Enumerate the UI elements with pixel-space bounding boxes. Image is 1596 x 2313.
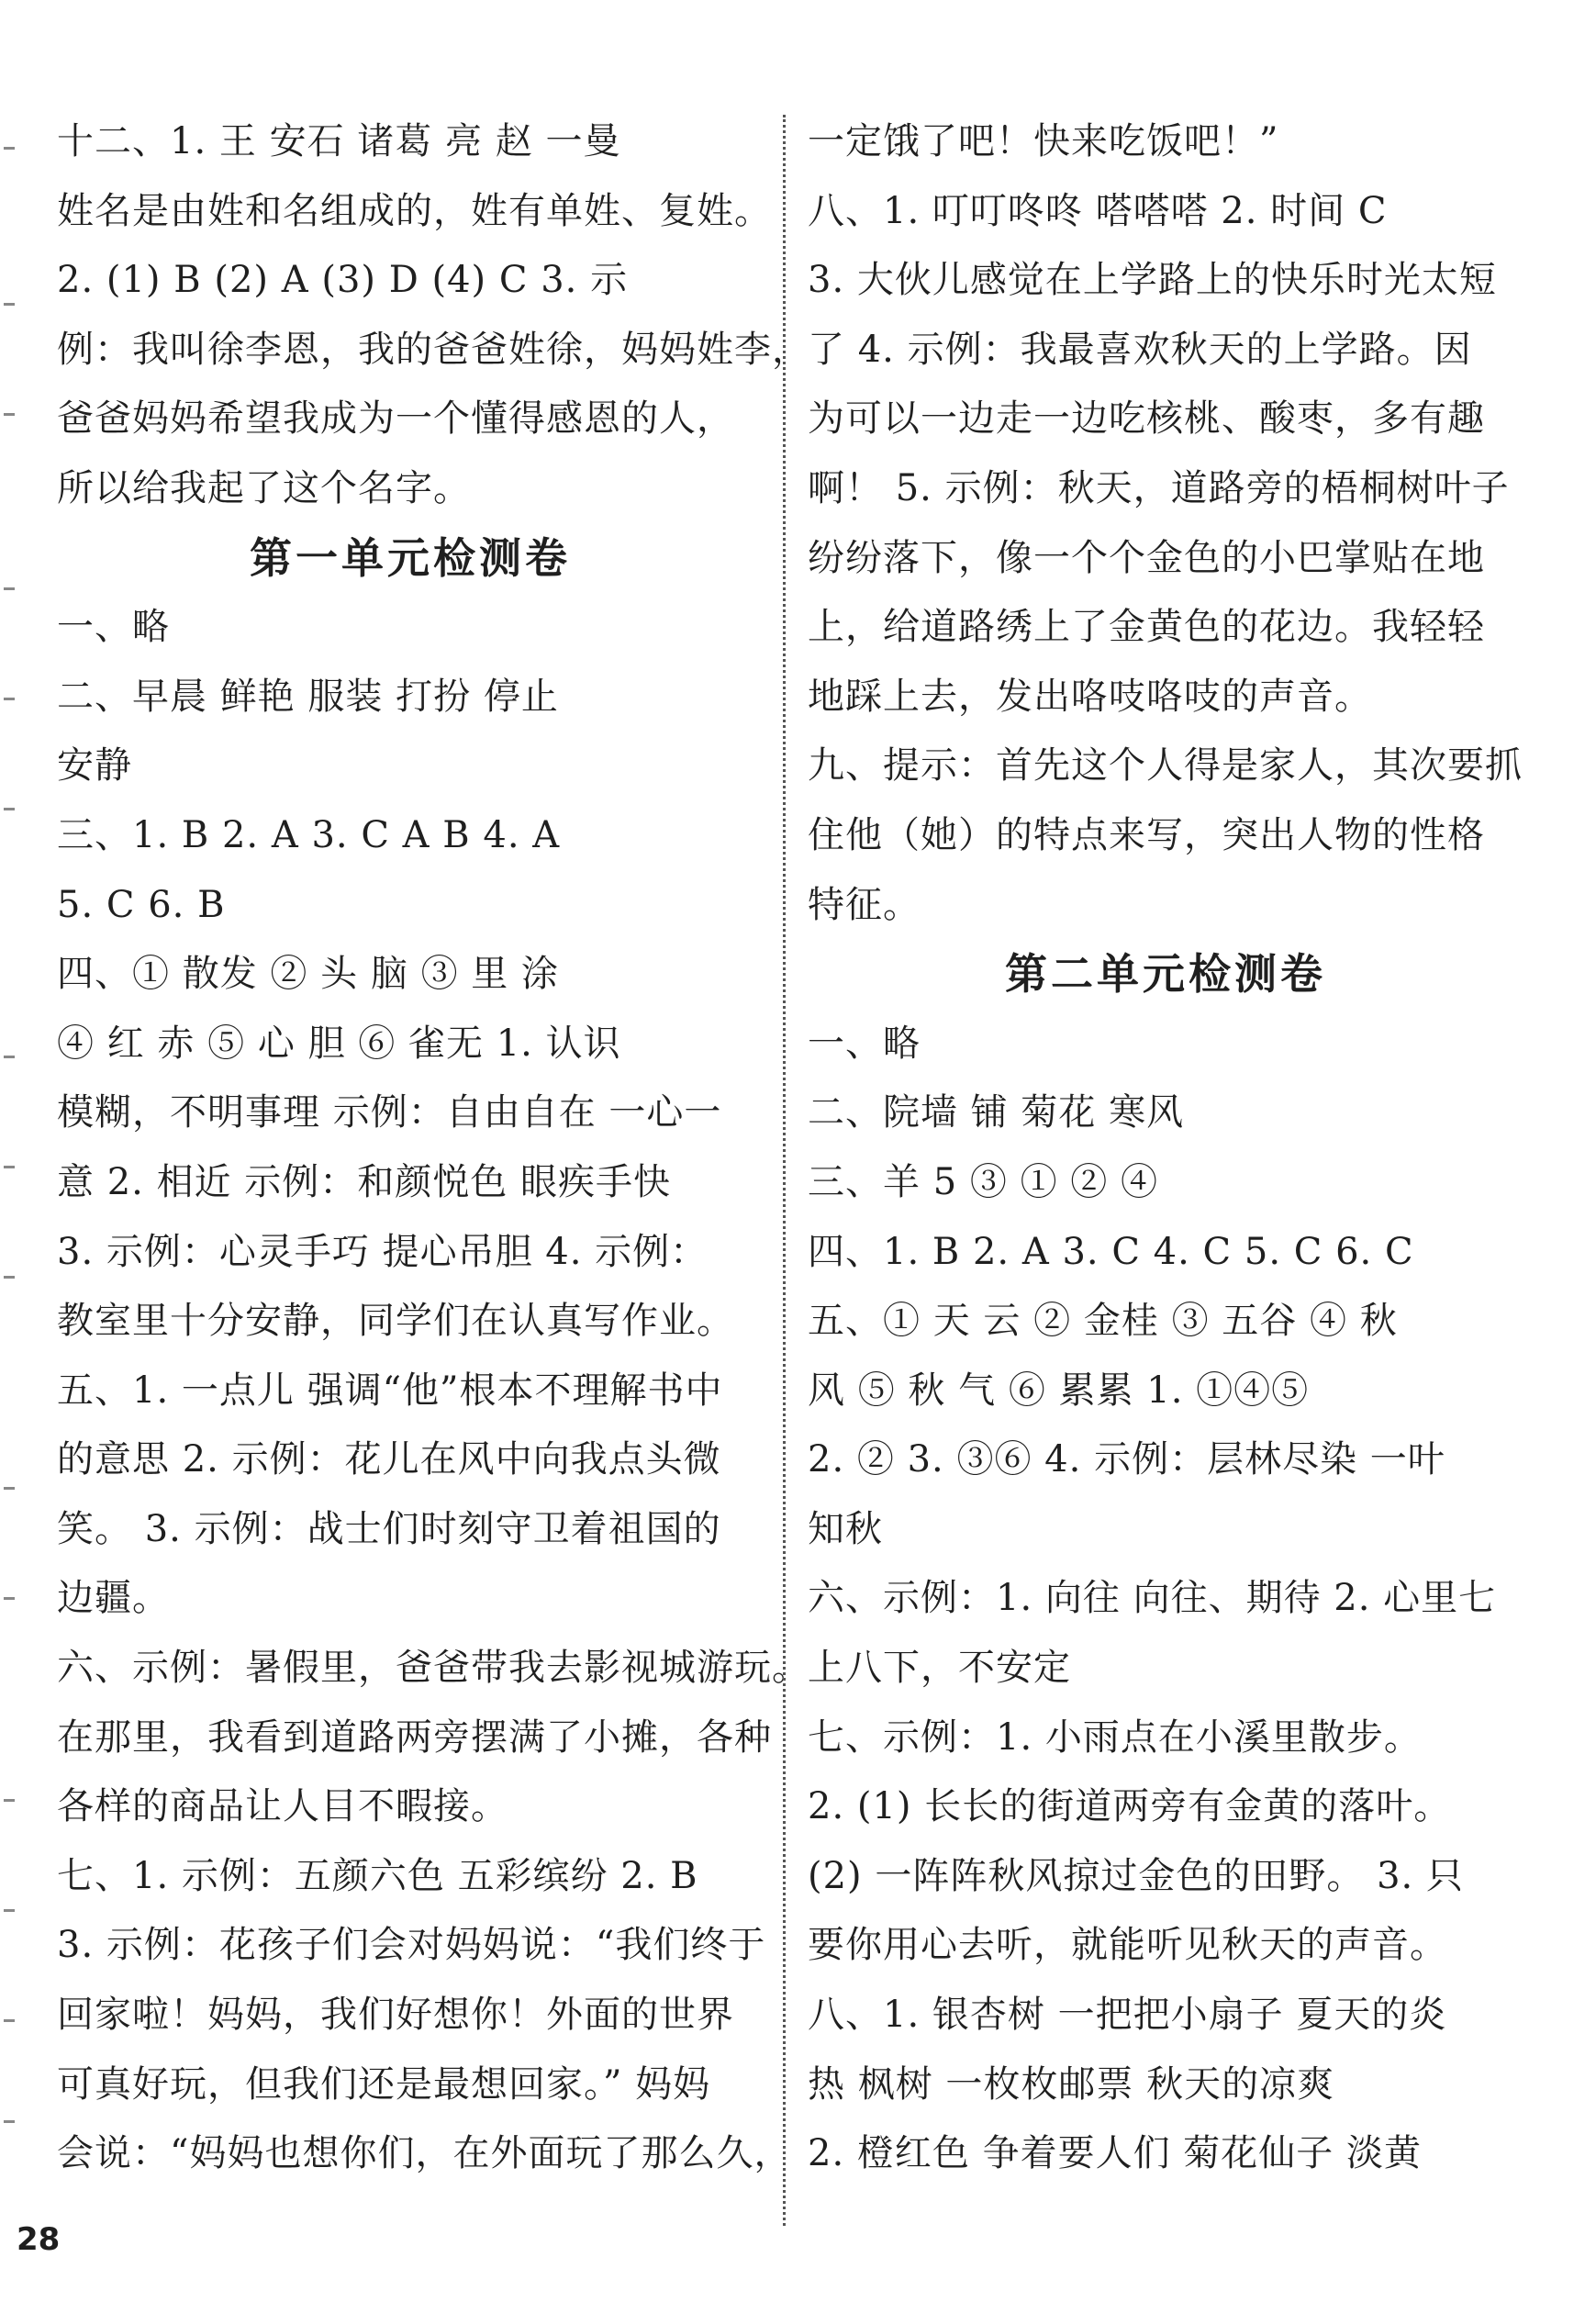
answer-line: 住他（她）的特点来写，突出人物的性格 (808, 813, 1485, 856)
answer-line: 七、示例：1. 小雨点在小溪里散步。 (808, 1715, 1422, 1759)
answer-line: 地踩上去，发出咯吱咯吱的声音。 (808, 675, 1372, 718)
answer-line: 模糊，不明事理 示例：自由自在 一心一 (57, 1091, 722, 1134)
answer-line: 热 枫树 一枚枚邮票 秋天的凉爽 (808, 2062, 1335, 2106)
answer-line: 2. (1) 长长的街道两旁有金黄的落叶。 (808, 1785, 1452, 1828)
left-answer-column (57, 112, 809, 2194)
answer-line: 2. ② 3. ③⑥ 4. 示例：层林尽染 一叶 (808, 1438, 1445, 1481)
answer-line: 九、提示：首先这个人得是家人，其次要抓 (808, 744, 1523, 788)
answer-line: 五、1. 一点儿 强调“他”根本不理解书中 (57, 1369, 723, 1412)
answer-line: 会说：“妈妈也想你们，在外面玩了那么久， (57, 2132, 792, 2175)
answer-line: 六、示例：1. 向往 向往、期待 2. 心里七 (808, 1577, 1497, 1620)
answer-line: 五、① 天 云 ② 金桂 ③ 五谷 ④ 秋 (808, 1300, 1398, 1343)
answer-line: 意 2. 相近 示例：和颜悦色 眼疾手快 (57, 1160, 672, 1203)
answer-line: 一、略 (57, 606, 170, 649)
answer-line: 爸爸妈妈希望我成为一个懂得感恩的人， (57, 397, 734, 441)
right-answer-column (808, 112, 1523, 2194)
previous-page-edge (0, 110, 20, 2157)
answer-line: 可真好玩，但我们还是最想回家。” 妈妈 (57, 2062, 711, 2106)
answer-line: 教室里十分安静，同学们在认真写作业。 (57, 1300, 734, 1343)
answer-line: 二、院墙 铺 菊花 寒风 (808, 1091, 1185, 1134)
answer-line: 边疆。 (57, 1577, 170, 1620)
column-divider (783, 115, 786, 2226)
section-title: 第一单元检测卷 (250, 532, 571, 583)
answer-line: 纷纷落下，像一个个金色的小巴掌贴在地 (808, 536, 1485, 579)
answer-line: 3. 示例：花孩子们会对妈妈说：“我们终于 (57, 1924, 766, 1967)
answer-line: 三、羊 5 ③ ① ② ④ (808, 1160, 1159, 1203)
answer-line: 四、① 散发 ② 头 脑 ③ 里 涂 (57, 953, 560, 996)
answer-line: 的意思 2. 示例：花儿在风中向我点头微 (57, 1438, 721, 1481)
answer-line: 上八下，不安定 (808, 1647, 1071, 1690)
answer-line: 5. C 6. B (57, 883, 226, 926)
section-title: 第二单元检测卷 (1005, 949, 1326, 1000)
answer-line: 四、1. B 2. A 3. C 4. C 5. C 6. C (808, 1230, 1414, 1273)
answer-line: 3. 大伙儿感觉在上学路上的快乐时光太短 (808, 259, 1497, 302)
answer-line: 二、早晨 鲜艳 服装 打扮 停止 (57, 675, 559, 718)
answer-line: 笑。 3. 示例：战士们时刻守卫着祖国的 (57, 1507, 721, 1550)
answer-line: 八、1. 叮叮咚咚 嗒嗒嗒 2. 时间 C (808, 189, 1388, 232)
answer-line: 了 4. 示例：我最喜欢秋天的上学路。因 (808, 328, 1472, 371)
answer-line: 各样的商品让人目不暇接。 (57, 1785, 508, 1828)
answer-line: 安静 (57, 744, 132, 788)
answer-line: 所以给我起了这个名字。 (57, 466, 471, 509)
answer-line: 上，给道路绣上了金黄色的花边。我轻轻 (808, 606, 1485, 649)
answer-line: 六、示例：暑假里，爸爸带我去影视城游玩。 (57, 1647, 809, 1690)
answer-line: 啊！ 5. 示例：秋天，道路旁的梧桐树叶子 (808, 466, 1510, 509)
answer-line: 2. (1) B (2) A (3) D (4) C 3. 示 (57, 259, 629, 302)
answer-line: 姓名是由姓和名组成的，姓有单姓、复姓。 (57, 189, 772, 232)
answer-line: 十二、1. 王 安石 诸葛 亮 赵 一曼 (57, 120, 621, 162)
answer-line: 在那里，我看到道路两旁摆满了小摊，各种 (57, 1715, 772, 1759)
answer-line: 3. 示例：心灵手巧 提心吊胆 4. 示例： (57, 1230, 709, 1273)
answer-line: 一、略 (808, 1022, 921, 1065)
answer-line: ④ 红 赤 ⑤ 心 胆 ⑥ 雀无 1. 认识 (57, 1022, 621, 1065)
answer-line: (2) 一阵阵秋风掠过金色的田野。 3. 只 (808, 1854, 1464, 1897)
answer-line: 特征。 (808, 883, 921, 926)
answer-line: 八、1. 银杏树 一把把小扇子 夏天的炎 (808, 1994, 1447, 2037)
answer-line: 三、1. B 2. A 3. C A B 4. A (57, 813, 561, 856)
answer-line: 为可以一边走一边吃核桃、酸枣，多有趣 (808, 397, 1485, 441)
answer-line: 例：我叫徐李恩，我的爸爸姓徐，妈妈姓李， (57, 328, 809, 371)
answer-line: 2. 橙红色 争着要人们 菊花仙子 淡黄 (808, 2132, 1423, 2175)
answer-line: 风 ⑤ 秋 气 ⑥ 累累 1. ①④⑤ (808, 1369, 1310, 1412)
page-number: 28 (17, 2221, 61, 2258)
answer-line: 一定饿了吧！快来吃饭吧！” (808, 120, 1279, 162)
answer-line: 要你用心去听，就能听见秋天的声音。 (808, 1924, 1447, 1967)
answer-line: 知秋 (808, 1507, 883, 1550)
answer-line: 七、1. 示例：五颜六色 五彩缤纷 2. B (57, 1854, 698, 1897)
answer-line: 回家啦！妈妈，我们好想你！外面的世界 (57, 1994, 734, 2037)
